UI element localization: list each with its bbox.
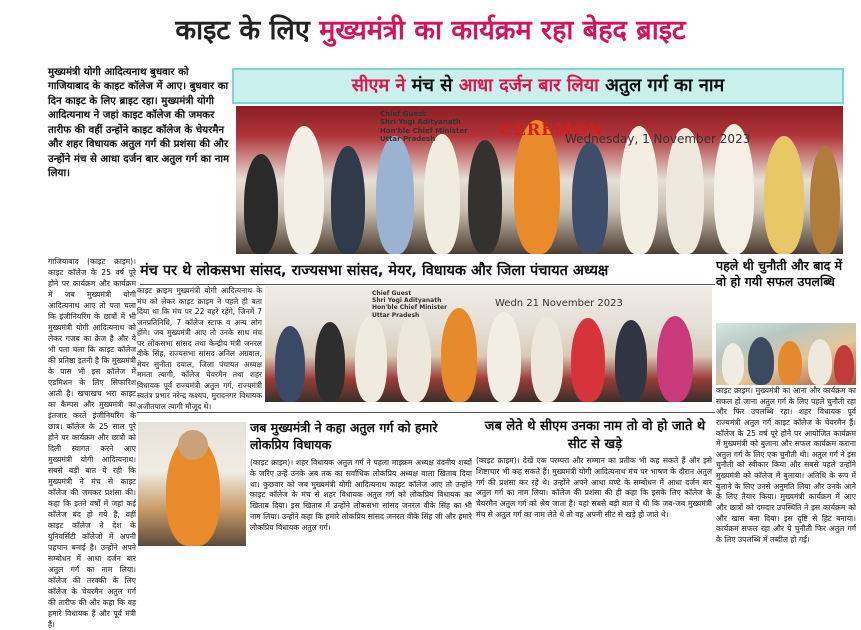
cm-speaking-photo [138,422,246,546]
banner-part-2: मंच से [411,75,459,96]
stage-line: Uttar Pradesh [380,135,436,144]
stage-line: Hon'ble Chief Minister [380,126,468,135]
stage-line: Chief Guest [380,110,426,118]
stage-line: Uttar Pradesh [372,311,420,319]
divider [140,284,715,285]
left-column-article: गाजियाबाद (काइट क्राइम)। काइट कॉलेज के 25 वर्ष पूरे होने पर कार्यक्रम और कार्यक्रम में जब मुख्यमंत्री योगी आदित्यनाथ आए तो पता चला कि इंजीनियरिंग के छात्रों में भी मुख्यमंत्री योगी आदित्यनाथ को लेकर गजब का क्रेज है और ये भी पता चला कि काइट कॉलेज की प्रतिष्ठा इतनी है कि मुख्यमंत्री के पास भी इस कॉलेज में एडमिशन के लिए सिफारिश आती है। खचाखच भरा काइट का कैम्पस और मुख्यमंत्री का इंतजार करते इंजीनियरिंग के छात्र। कॉलेज के 25 साल पूरे होने पर कार्यक्रम और छात्रों को दिली स्वागत करने आए मुख्यमंत्री योगी आदित्यनाथ। सबसे बड़ी बात ये रही कि मुख्यमंत्री ने मंच से काइट कॉलेज की जमकर प्रशंसा की। कहा कि इतने वर्षों में जहां कई कॉलेज बंद हो गये हैं, वहीं काइट कॉलेज ने देश के युनिवर्सिटी कॉलेजों में अपनी पहचान बनाई है। उन्होंने अपने सम्बोधन में आधा दर्जन बार अतुल गर्ग का नाम लिया। कॉलेज की तरक्की के लिए कॉलेज के चेयरमैन अतुल गर्ग की तारीफ की और कहा कि वह हमारे विधायक हैं और पूर्व मंत्री हैं। [48,257,136,629]
mid-photo-stage-banner [372,290,447,319]
right-section-photo [716,323,856,385]
mid-section-headline: मंच पर थे लोकसभा सांसद, राज्यसभा सांसद, मेयर, विधायक और जिला पंचायत अध्यक्ष [140,263,609,279]
divider [137,412,715,413]
banner-part-1: सीएम ने [351,75,412,96]
sub-article-1-headline: जब मुख्यमंत्री ने कहा अतुल गर्ग को हमारे लोकप्रिय विधायक [250,420,438,452]
headline-part-black: काइट के लिए [175,15,320,46]
headline-part-red: मुख्यमंत्री का कार्यक्रम रहा बेहद ब्राइट [319,15,686,46]
stage-line: Chief Guest [372,290,412,297]
mid-stage-photo [265,286,712,402]
sub-article-1-text: (काइट क्राइम)। शहर विधायक अतुल गर्ग ने पहला माइक्रम अध्यक्ष वंदनीय शब्दों के जरिए उन्हें उनके अब तक का सर्वाधिक लोकप्रिय अध्यक्ष वाला खिताब दिया था। कुछवार को जब मुख्यमंत्री योगी आदित्यनाथ काइट कॉलेज आए तो उन्होंने काइट कॉलेज के मंच से शहर विधायक अतुल गर्ग को लोकप्रिय विधायक का खिताब दिया। इस खिताब में उन्होंने लोकसभा सांसद जनरल वीके सिंह का भी नाम लिया। उन्होंने कहा कि हमारे लोकप्रिय सांसद जनरल वीके सिंह जी और हमारे लोकप्रिय विधायक अतुल गर्ग। [250,458,472,532]
sub-article-2-text: (काइट क्राइम)। देखें एक परम्परा और सम्मान का प्रतीक भी कह सकते हैं और इसे शिष्टाचार भी कह सकते हैं। मुख्यमंत्री योगी आदित्यनाथ मंच पर भाषण के दौरान अतुल गर्ग की प्रशंसा कर रहे थे। उन्होंने अपने आधा घण्टे के सम्बोधन में आधा दर्जन बार अतुल गर्ग का नाम लिया। कॉलेज की प्रशंसा की ही कहा कि इसके लिए कॉलेज के चेयरमैन अतुल गर्ग को श्रेय जाता है। यहां सबसे बड़ी बात ये थी कि जब-जब मुख्यमंत्री मंच से अतुल गर्ग का नाम लेते थे तो वह अपनी सीट से खड़े हो जाते थे। [476,456,712,519]
intro-paragraph: मुख्यमंत्री योगी आदित्यनाथ बुधवार को गाजियाबाद के काइट कॉलेज में आए। बुधवार का दिन काइट के लिए ब्राइट रहा। मुख्यमंत्री योगी आदित्यनाथ ने जहां काइट कॉलेज की जमकर तारीफ की वहीं उन्होंने काइट कॉलेज के चेयरमैन और शहर विधायक अतुल गर्ग की प्रशंसा की और उन्होंने मंच से आधा दर्जन बार अतुल गर्ग का नाम लिया। [48,67,230,180]
main-photo-ceremony-text: CEREMON [500,120,604,139]
main-photo-date-text: Wednesday, 1 November 2023 [565,132,751,146]
mid-section-text: काइट क्राइम मुख्यमंत्री योगी आदित्यनाथ के मंच को लेकर काइट क्राइम ने पहले ही बता दिया था कि मंच पर 22 वहरे रहेंगे, जिनमें 7 जनप्रतिनिधि, 7 कॉलेज स्टाफ व अन्य लोग होंगे। जब मुख्यमंत्री आए तो उनके साथ मंच पर लोकसभा सांसद तथा केन्द्रीय मंत्री जनरल वीके सिंह, राज्यसभा सांसद अनिल अग्रवाल, मेयर सुनीता दयाल, जिला पंचायत अध्यक्ष ममता त्यागी, कॉलेज चेयरमैन तथा शहर विधायक पूर्व राज्यमंत्री अतुल गर्ग, राज्यमंत्री स्वतंत्र प्रभार नरेन्द्र कश्यप, मुरादनगर विधायक अजीतपाल त्यागी मौजूद थे। [137,286,262,411]
sub-article-2-headline: जब लेते थे सीएम उनका नाम तो वो हो जाते थे सीट से खड़े [484,419,706,452]
right-section-text: काइट क्राइम। मुख्यमंत्री का आना और कार्यक्रम का सफल हो जाना अतुल गर्ग के लिए पहले चुनौती रहा और फिर उपलब्धि रहा। शहर विधायक पूर्व राज्यमंत्री अतुल गर्ग काइट कॉलेज के चेयरमैन हैं। कॉलेज के 25 वर्ष पूरे होने पर आयोजित कार्यक्रम में मुख्यमंत्री को बुलाना और सफल कार्यक्रम कराना अतुल गर्ग के लिए एक चुनौती थी। अतुल गर्ग ने इस चुनौती को स्वीकार किया और सबसे पहले उन्होंने मुख्यमंत्री को कॉलेज में बुलाया। अतिथि के रूप में बुलाने के लिए उनसे अनुमति लिया और उनके आने के लिए तैयार किया। मुख्यमंत्री कार्यक्रम में आए और छात्रों को दमदार उपस्थिति ने इस कार्यक्रम को और खास बना दिया। इस दृष्टि से हिट बनाया। कार्यक्रम सफल रहा और ये चुनौती फिर अतुल गर्ग के लिए उपलब्धि में तब्दील हो गई। [716,386,856,544]
banner-part-4: अतुल गर्ग का नाम [605,75,725,96]
main-photo-stage-banner [380,110,468,144]
stage-line: Hon'ble Chief Minister [372,304,448,312]
subheadline-banner [232,68,844,104]
stage-line: Shri Yogi Adityanath [380,118,461,127]
mid-photo-date-text: Wedn 21 November 2023 [495,298,623,309]
banner-part-3: आधा दर्जन बार लिया [458,75,606,96]
right-section-headline: पहले थी चुनौती और बाद में वो हो गयी सफल उपलब्धि [716,258,843,290]
stage-line: Shri Yogi Adityanath [372,297,442,305]
page-headline [0,0,861,62]
